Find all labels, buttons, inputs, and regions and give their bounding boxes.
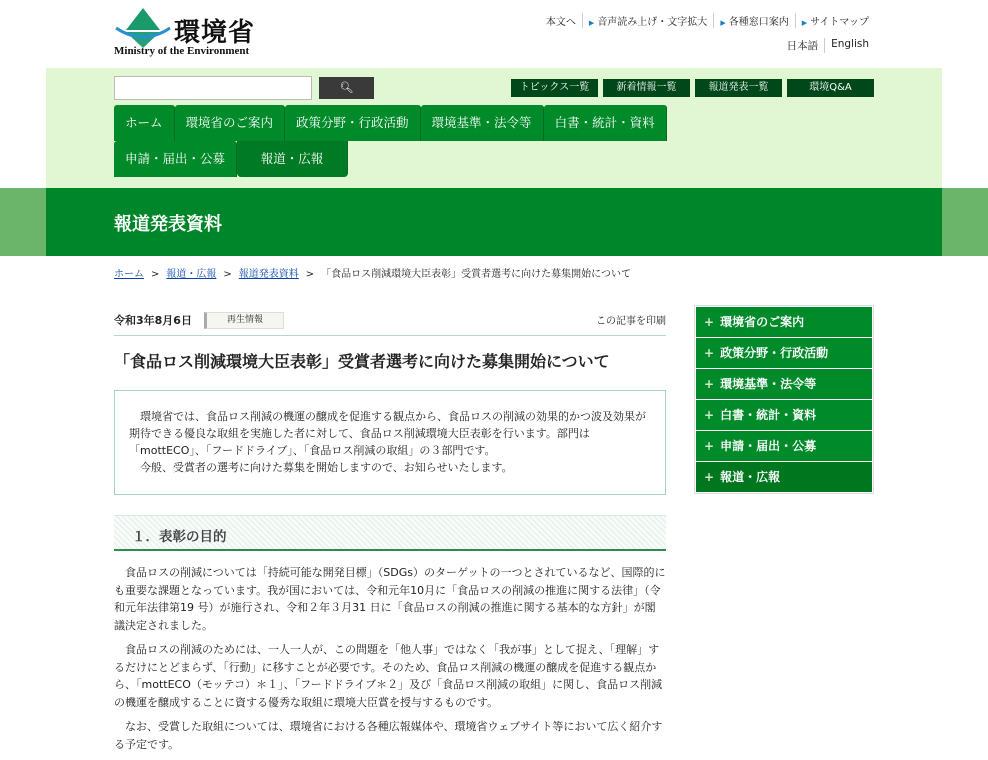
main-nav bbox=[114, 105, 774, 177]
triangle-icon: ▶ bbox=[801, 19, 808, 27]
nav-about[interactable]: 環境省のご案内 bbox=[175, 105, 286, 141]
sidebar-item-label: 申請・届出・公募 bbox=[720, 439, 817, 453]
search-button[interactable] bbox=[319, 77, 374, 99]
nav-policy[interactable]: 政策分野・行政活動 bbox=[285, 105, 421, 141]
site-header bbox=[0, 0, 988, 68]
play-audio-button[interactable]: 再生情報 bbox=[204, 312, 284, 329]
language-switcher bbox=[781, 38, 875, 53]
lang-japanese[interactable]: 日本語 bbox=[786, 40, 819, 52]
article-date: 令和3年8月6日 bbox=[114, 314, 192, 327]
sidebar-item-label: 白書・統計・資料 bbox=[720, 408, 817, 422]
nav-standards[interactable]: 環境基準・法令等 bbox=[421, 105, 544, 141]
nav-press[interactable]: 報道・広報 bbox=[237, 141, 348, 177]
breadcrumb-press[interactable]: 報道・広報 bbox=[166, 269, 217, 280]
plus-icon: + bbox=[704, 315, 715, 329]
plus-icon: + bbox=[704, 346, 715, 360]
qa-button[interactable]: 環境Q&A bbox=[787, 79, 874, 97]
link-label: 各種窓口案内 bbox=[728, 17, 789, 28]
sidebar-item-label: 政策分野・行政活動 bbox=[720, 346, 829, 360]
press-list-button[interactable]: 報道発表一覧 bbox=[695, 79, 782, 97]
sidebar-item-label: 報道・広報 bbox=[720, 470, 781, 484]
breadcrumb-home[interactable]: ホーム bbox=[114, 269, 144, 280]
breadcrumb-separator: > bbox=[151, 269, 160, 280]
sidebar-nav bbox=[694, 305, 874, 494]
news-button[interactable]: 新着情報一覧 bbox=[603, 79, 690, 97]
article-meta bbox=[114, 312, 666, 336]
nav-home[interactable]: ホーム bbox=[114, 105, 175, 141]
section-heading: １．表彰の目的 bbox=[114, 515, 666, 551]
logo-mark-icon bbox=[114, 6, 172, 48]
link-read-aloud[interactable] bbox=[582, 13, 713, 28]
site-logo[interactable] bbox=[114, 6, 259, 58]
plus-icon: + bbox=[704, 377, 715, 391]
body-paragraph: なお、受賞した取組については、環境省における各種広報媒体や、環境省ウェブサイト等において広く紹介する予定です。 bbox=[114, 720, 663, 751]
sidebar-item-standards[interactable] bbox=[696, 369, 872, 399]
link-contacts[interactable] bbox=[713, 13, 794, 28]
search-icon: 🔍︎ bbox=[339, 81, 354, 94]
logo-subtext: Ministry of the Environment bbox=[114, 45, 250, 57]
breadcrumb-current: 「食品ロス削減環境大臣表彰」受賞者選考に向けた募集開始について bbox=[321, 269, 631, 280]
utility-links bbox=[540, 13, 875, 28]
lang-english[interactable]: English bbox=[824, 38, 875, 53]
article-lead bbox=[114, 390, 666, 495]
sidebar-item-about[interactable] bbox=[696, 307, 872, 337]
link-sitemap[interactable] bbox=[795, 13, 875, 28]
sidebar-item-label: 環境基準・法令等 bbox=[720, 377, 817, 391]
sidebar-item-applications[interactable] bbox=[696, 431, 872, 461]
breadcrumb bbox=[114, 265, 631, 280]
lead-paragraph: 今般、受賞者の選考に向けた募集を開始しますので、お知らせいたします。 bbox=[140, 461, 513, 474]
plus-icon: + bbox=[704, 470, 715, 484]
link-label: サイトマップ bbox=[810, 17, 869, 28]
breadcrumb-press-list[interactable]: 報道発表資料 bbox=[238, 269, 299, 280]
link-label: 音声読み上げ・文字拡大 bbox=[597, 17, 708, 28]
nav-applications[interactable]: 申請・届出・公募 bbox=[114, 141, 237, 177]
topics-button[interactable]: トピックス一覧 bbox=[511, 79, 598, 97]
search-input[interactable] bbox=[114, 76, 312, 100]
logo-text: 環境省 bbox=[174, 18, 256, 48]
page-heading-band bbox=[0, 188, 988, 256]
lead-paragraph: 環境省では、食品ロス削減の機運の醸成を促進する観点から、食品ロスの削減の効果的かつ波及効果が期待できる優良な取組を実施した者に対して、食品ロス削減環境大臣表彰を行います。部門は「mottECO」、「フードドライブ」、「食品ロス削減の取組」の３部門です。 bbox=[129, 410, 646, 457]
triangle-icon: ▶ bbox=[720, 19, 726, 27]
sidebar-item-policy[interactable] bbox=[696, 338, 872, 368]
sidebar-item-label: 環境省のご案内 bbox=[720, 315, 805, 329]
quick-links bbox=[511, 79, 874, 97]
body-paragraph: 食品ロスの削減のためには、一人一人が、この問題を「他人事」ではなく「我が事」として捉え、「理解」するだけにとどまらず、「行動」に移すことが必要です。そのため、食品ロス削減の機運の醸成を促進する観点から、「mottECO（モッテコ）＊１」、「フードドライブ＊２」及び「食品ロス削減の取組」に関し、食品ロス削減の機運を醸成することに資する優秀な取組に環境大臣賞を授与するものです。 bbox=[114, 643, 663, 709]
sidebar-item-whitepaper[interactable] bbox=[696, 400, 872, 430]
article-title: 「食品ロス削減環境大臣表彰」受賞者選考に向けた募集開始について bbox=[114, 352, 610, 371]
nav-whitepaper[interactable]: 白書・統計・資料 bbox=[544, 105, 667, 141]
sidebar-item-press[interactable] bbox=[696, 462, 872, 492]
triangle-icon: ▶ bbox=[588, 19, 595, 27]
section-body bbox=[114, 564, 666, 760]
breadcrumb-separator: > bbox=[305, 269, 315, 280]
plus-icon: + bbox=[704, 439, 715, 453]
body-paragraph: 食品ロスの削減については「持続可能な開発目標」（SDGs）のターゲットの一つとされているなど、国際的にも重要な課題となっています。我が国においては、令和元年10月に「食品ロスの削減の推進に関する法律」（令和元年法律第19 号）が施行され、令和２年３月31 日に「食品ロスの削減の推進に関する基本的な方針」が閣議決定されました。 bbox=[114, 566, 666, 632]
print-link[interactable]: この記事を印刷 bbox=[596, 316, 666, 327]
plus-icon: + bbox=[704, 408, 715, 422]
page-heading: 報道発表資料 bbox=[114, 214, 222, 235]
link-skip-to-content[interactable]: 本文へ bbox=[545, 17, 576, 28]
breadcrumb-separator: > bbox=[223, 269, 232, 280]
